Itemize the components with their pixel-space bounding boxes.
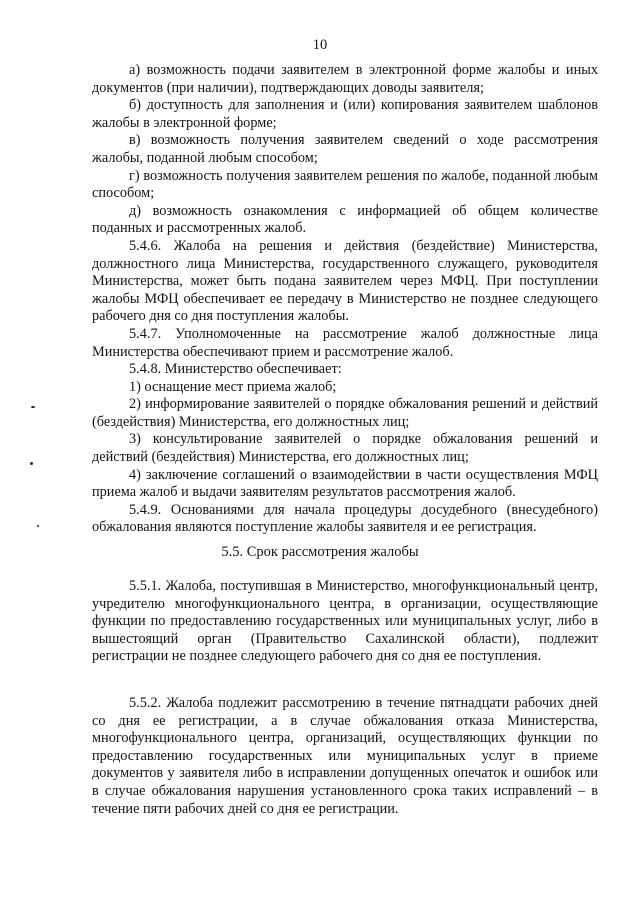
scan-speck [37,525,39,527]
paragraph-list-2: 2) информирование заявителей о порядке обжалования решений и действий (бездействия) Министерства, его должностных лиц; [92,396,598,430]
section-paragraph-block-1 [92,578,598,666]
paragraph-5-5-1: 5.5.1. Жалоба, поступившая в Министерство, многофункциональный центр, учредителю многофункционального центра, в организации, осуществляющие функции по предоставлению государственных или муниципальных услуг, либо в вышестоящий орган (Правительство Сахалинской области), подлежит регистрации не позднее следующего рабочего дня со дня ее поступления. [92,578,598,665]
page-number: 10 [312,37,328,53]
paragraph-5-4-8: 5.4.8. Министерство обеспечивает: [129,361,342,378]
section-title: 5.5. Срок рассмотрения жалобы [221,544,419,560]
paragraph-5-4-6: 5.4.6. Жалоба на решения и действия (бездействие) Министерства, должностного лица Министерства, государственного служащего, руководителя Министерства, может быть подана заявителем через МФЦ. При поступлении жалобы МФЦ обеспечивает ее передачу в Министерство не позднее следующего рабочего дня со дня поступления жалобы. [92,237,598,325]
section-paragraph-block-2 [92,695,598,818]
paragraph-item-d: д) возможность ознакомления с информацией об общем количестве поданных и рассмотренных жалоб. [92,202,598,237]
paragraph-list-3: 3) консультирование заявителей о порядке обжалования решений и действий (бездействия) Министерства, его должностных лиц; [92,431,598,466]
scan-speck [30,462,33,465]
paragraph-item-a: а) возможность подачи заявителем в электронной форме жалобы и иных документов (при наличии), подтверждающих доводы заявителя; [92,62,598,96]
paragraph-item-g: г) возможность получения заявителем решения по жалобе, поданной любым способом; [92,167,598,202]
paragraph-5-4-7: 5.4.7. Уполномоченные на рассмотрение жалоб должностные лица Министерства обеспечивают прием и рассмотрение жалоб. [92,325,598,360]
paragraph-list-4: 4) заключение соглашений о взаимодействии в части осуществления МФЦ приема жалоб и выдачи заявителям результатов рассмотрения жалоб. [92,466,598,501]
paragraphs-top-block [92,62,598,537]
paragraph-5-4-9: 5.4.9. Основаниями для начала процедуры досудебного (внесудебного) обжалования являются поступление жалобы заявителя и ее регистрация. [92,501,598,536]
paragraph-item-b: б) доступность для заполнения и (или) копирования заявителем шаблонов жалобы в электронной форме; [92,97,598,131]
scan-speck [31,406,35,408]
paragraph-list-1: 1) оснащение мест приема жалоб; [129,378,337,395]
paragraph-item-v: в) возможность получения заявителем сведений о ходе рассмотрения жалобы, поданной любым способом; [92,132,598,166]
paragraph-5-5-2: 5.5.2. Жалоба подлежит рассмотрению в течение пятнадцати рабочих дней со дня ее регистрации, а в случае обжалования отказа Министерства, многофункционального центра, организаций, осуществляющих функции по предоставлению государственных или муниципальных услуг в приеме документов у заявителя либо в исправлении допущенных опечаток и ошибок или в случае обжалования нарушения установленного срока таких исправлений – в течение пяти рабочих дней со дня ее регистрации. [92,695,598,817]
